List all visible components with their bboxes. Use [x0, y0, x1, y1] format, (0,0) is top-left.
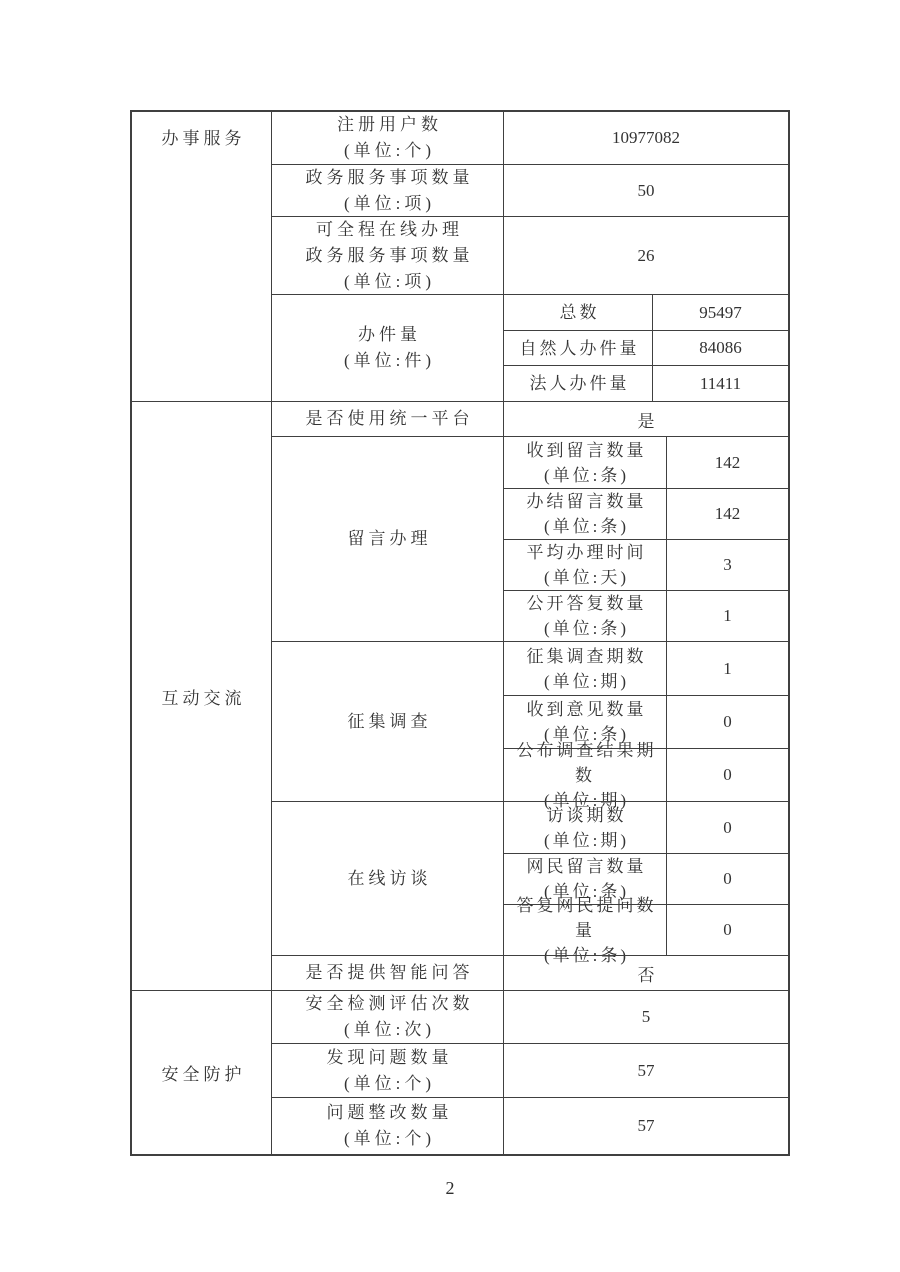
row-full-online-items: [272, 216, 788, 294]
metric-label-cell: [272, 165, 504, 216]
metric-unit: (单位:个): [343, 141, 436, 160]
metric-label: 发现问题数量: [326, 1047, 453, 1067]
subrow-questions-answered: [504, 895, 788, 965]
page-number: 2: [445, 1178, 455, 1198]
metric-label-cell: [272, 295, 504, 401]
sub-metric-label: 收到留言数量 (单位:条): [504, 437, 667, 488]
row-online-interview: [272, 801, 788, 965]
row-problems-rectified: [272, 1097, 788, 1154]
metric-value: 10977082: [612, 128, 680, 147]
row-service-items: [272, 164, 788, 216]
subrow-public-replies: [504, 590, 788, 641]
row-smart-qa: [272, 955, 788, 990]
metric-label-cell: [272, 642, 504, 801]
metric-value: 26: [637, 245, 655, 265]
sub-metric-value: 11411: [699, 373, 742, 393]
row-case-volume: [272, 294, 788, 401]
metric-label: 注册用户数: [337, 115, 442, 134]
row-unified-platform: [272, 402, 788, 436]
metric-label-line1: 可全程在线办理: [316, 219, 463, 239]
sub-metric-value: 0: [723, 869, 732, 888]
metric-value: 是: [637, 411, 657, 431]
metric-label: 办件量: [358, 325, 421, 344]
sub-metric-label: 法人办件量: [504, 366, 653, 401]
section-label-service: 办事服务: [132, 112, 272, 401]
subrow-interview-issues: [504, 802, 788, 853]
metric-value: 5: [641, 1007, 651, 1026]
subrow-legal-person: [504, 365, 788, 401]
metric-label-cell: [272, 1044, 504, 1097]
metric-value: 否: [637, 965, 657, 985]
sub-metric-value: 142: [714, 452, 741, 472]
sub-metric-value: 84086: [699, 338, 742, 357]
sub-metric-label: 答复网民提问数量 (单位:条): [504, 905, 667, 955]
sub-metric-value: 0: [723, 712, 732, 731]
metric-label: 政务服务事项数量: [305, 167, 474, 187]
sub-metric-value: 0: [723, 817, 732, 837]
metric-label-cell: [272, 956, 504, 990]
metric-label-cell: [272, 402, 504, 436]
sub-metric-label: 办结留言数量 (单位:条): [504, 489, 667, 539]
metric-label-cell: [272, 217, 504, 294]
sub-metric-value: 142: [714, 504, 741, 523]
subrow-survey-issues: [504, 642, 788, 695]
section-interaction: [132, 401, 788, 990]
sub-metric-label: 自然人办件量: [504, 331, 653, 365]
row-survey: [272, 641, 788, 810]
metric-label-cell: [272, 1098, 504, 1154]
section-service: [132, 112, 788, 401]
metric-value: 50: [637, 180, 655, 200]
section-label-security: 安全防护: [132, 991, 272, 1154]
sub-metric-value: 0: [723, 765, 732, 784]
subrow-results-published: [504, 740, 788, 810]
metric-label: 在线访谈: [347, 868, 432, 888]
row-message-handling: [272, 436, 788, 641]
metric-label: 征集调查: [347, 711, 432, 731]
metric-label: 留言办理: [347, 529, 432, 548]
metric-unit: (单位:项): [343, 271, 436, 291]
sub-metric-label: 平均办理时间 (单位:天): [504, 540, 667, 590]
metric-label: 安全检测评估次数: [305, 994, 474, 1013]
row-registered-users: [272, 112, 788, 164]
subrow-messages-resolved: [504, 488, 788, 539]
metric-label-cell: [272, 991, 504, 1043]
sub-metric-value: 3: [723, 555, 732, 574]
row-security-assessments: [272, 991, 788, 1043]
section-label-interaction: 互动交流: [132, 402, 272, 990]
sub-metric-label: 网民留言数量 (单位:条): [504, 854, 667, 904]
sub-metric-value: 1: [723, 658, 732, 678]
metric-label: 是否提供智能问答: [305, 963, 474, 982]
sub-metric-label: 公布调查结果期数 (单位:期): [504, 749, 667, 801]
metric-unit: (单位:项): [343, 193, 436, 213]
sub-metric-label: 收到意见数量 (单位:条): [504, 696, 667, 748]
metric-unit: (单位:次): [343, 1020, 436, 1039]
sub-metric-label: 征集调查期数 (单位:期): [504, 642, 667, 695]
sub-metric-label: 访谈期数 (单位:期): [504, 802, 667, 853]
sub-metric-label: 公开答复数量 (单位:条): [504, 591, 667, 641]
subrow-natural-person: [504, 330, 788, 365]
metric-unit: (单位:件): [343, 351, 436, 370]
metric-label: 是否使用统一平台: [305, 409, 474, 428]
metric-unit: (单位:个): [343, 1073, 436, 1093]
metric-label-cell: [272, 437, 504, 641]
metric-label-line2: 政务服务事项数量: [305, 245, 474, 265]
metric-label-cell: [272, 802, 504, 955]
metric-label-cell: [272, 112, 504, 164]
subrow-total: [504, 295, 788, 330]
sub-metric-value: 0: [723, 920, 732, 939]
sub-metric-value: 95497: [699, 302, 742, 322]
sub-metric-value: 1: [723, 606, 732, 625]
metric-value: 57: [637, 1116, 655, 1135]
subrow-messages-received: [504, 437, 788, 488]
sub-metric-label: 总数: [504, 295, 653, 330]
metric-unit: (单位:个): [343, 1129, 436, 1148]
subrow-avg-handling-time: [504, 539, 788, 590]
section-security: [132, 990, 788, 1154]
annual-report-table: [130, 110, 790, 1156]
metric-label: 问题整改数量: [326, 1103, 453, 1122]
row-problems-found: [272, 1043, 788, 1097]
metric-value: 57: [637, 1060, 655, 1080]
